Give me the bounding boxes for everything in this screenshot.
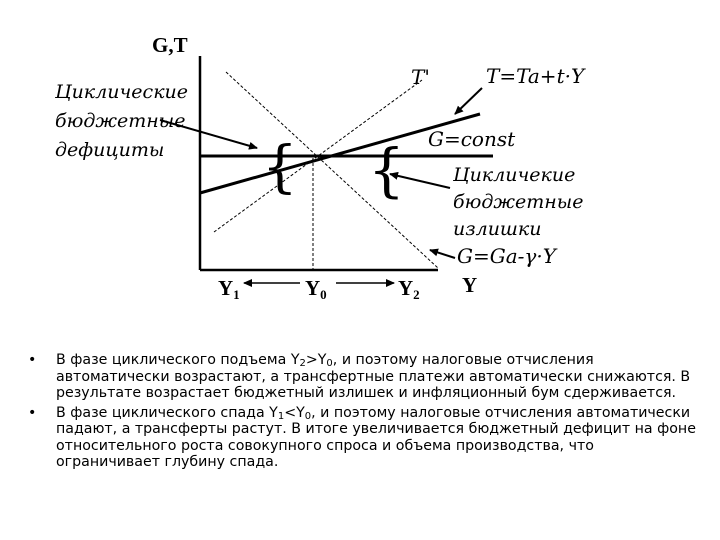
bullet-list [28, 352, 698, 474]
t-formula-label: T=Ta+t·Y [486, 64, 585, 88]
surplus-brace: { [368, 136, 405, 204]
deficit-arrow [160, 120, 257, 148]
g-formula-arrow [430, 250, 455, 258]
y-axis-label: G,T [152, 33, 188, 57]
g-falling-line [226, 72, 438, 268]
g-const-label: G=const [428, 127, 516, 151]
t-formula-arrow [455, 88, 482, 114]
g-formula-label: G=Ga-γ·Y [457, 244, 556, 268]
tick-y2: Y2 [398, 276, 420, 302]
bullet-upswing: • В фазе циклического подъема $Y_2>Y_0$, и поэтому налоговые отчисления автоматически возрастают, а трансфертные платежи автоматически снижаются. В результате возрастает бюджетный излишек и инфляционный бум сдерживается. [28, 352, 698, 402]
tick-y1: Y1 [218, 276, 240, 302]
deficit-brace: { [262, 135, 298, 200]
tick-y0: Y0 [305, 276, 327, 302]
t-line [200, 114, 480, 193]
bullet-downturn: • В фазе циклического спада $Y_1<Y_0$, и поэтому налоговые отчисления автоматически падают, а трансферты растут. В итоге увеличивается бюджетный дефицит на фоне относительного роста совокупного спроса и объема производства, что ограничивает глубину спада. [28, 405, 698, 471]
x-axis-label: Y [462, 273, 478, 297]
deficits-label: Циклические бюджетные дефициты [55, 81, 189, 161]
t-prime-label: T' [411, 65, 430, 89]
surplus-label: Цикличекие бюджетные излишки [453, 164, 584, 240]
